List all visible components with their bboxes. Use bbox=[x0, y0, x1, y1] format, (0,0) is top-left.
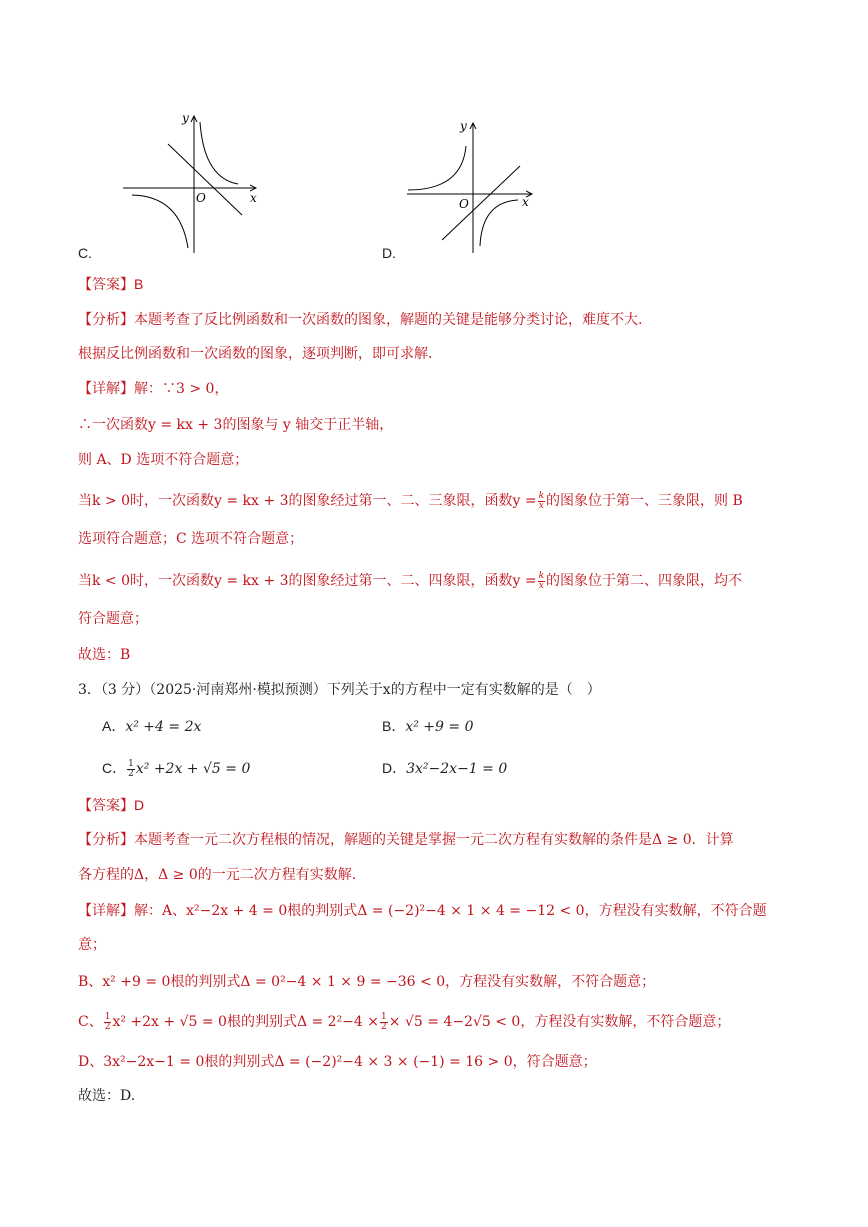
fraction-k-over-x: $\frac{k}{x}$ bbox=[538, 570, 545, 591]
detail-text: 解：A、x²−2x + 4 = 0根的判别式Δ = (−2)²−4 × 1 × 4 = −12 < 0，方程没有实数解，不符合题 bbox=[134, 903, 767, 919]
detail-tag: 【详解】 bbox=[78, 903, 134, 919]
linear-line bbox=[442, 166, 520, 240]
q3-option-d bbox=[382, 758, 507, 779]
answer-tag: 【答案】 bbox=[78, 798, 134, 814]
option-label: A． bbox=[102, 718, 126, 734]
detail-c-post: × √5 = 4−2√5 < 0，方程没有实数解，不符合题意； bbox=[388, 1014, 731, 1030]
axis-x-label: x bbox=[522, 195, 529, 209]
answer-value: B bbox=[134, 276, 144, 292]
axis-x-label: x bbox=[250, 191, 257, 205]
q3-detail-b: B、x² +9 = 0根的判别式Δ = 0²−4 × 1 × 9 = −36 < 0，方程没有实数解，不符合题意； bbox=[78, 974, 656, 990]
q3-stem bbox=[78, 680, 601, 700]
detail-3b: 的图象位于第一、三象限，则 B bbox=[546, 493, 743, 509]
q3-number: 3． bbox=[78, 682, 101, 698]
detail-5b: 的图象位于第二、四象限，均不 bbox=[546, 573, 743, 589]
graph-d bbox=[402, 118, 542, 258]
graph-c-label: C. bbox=[78, 245, 92, 261]
detail-text: 解：∵3 > 0， bbox=[134, 381, 229, 397]
q3-detail-d: D、3x²−2x−1 = 0根的判别式Δ = (−2)²−4 × 3 × (−1) = 16 > 0，符合题意； bbox=[78, 1054, 597, 1070]
hyperbola-branch-1 bbox=[408, 146, 466, 190]
fraction-one-half: $\frac{1}{2}$ bbox=[128, 758, 134, 779]
option-text: x² +2x + √5 = 0 bbox=[135, 761, 251, 777]
q3-score: （3 分） bbox=[100, 682, 150, 698]
q2-choose: 故选：B bbox=[78, 647, 131, 663]
detail-3a: 当k > 0时，一次函数y = kx + 3的图象经过第一、二、三象限，函数y = bbox=[78, 493, 537, 509]
q2-detail-2: 则 A、D 选项不符合题意； bbox=[78, 452, 249, 468]
hyperbola-branch-2 bbox=[132, 195, 188, 248]
analysis-tag: 【分析】 bbox=[78, 312, 134, 328]
option-text: 3x²−2x−1 = 0 bbox=[406, 761, 508, 777]
q3-text: 下列关于x的方程中一定有实数解的是（ ） bbox=[326, 682, 601, 698]
detail-c-pre: C、 bbox=[78, 1014, 103, 1030]
detail-5a: 当k < 0时，一次函数y = kx + 3的图象经过第一、二、四象限，函数y = bbox=[78, 573, 537, 589]
fraction-one-half: $\frac{1}{2}$ bbox=[381, 1011, 387, 1032]
origin-label: O bbox=[196, 191, 206, 205]
q2-detail-3 bbox=[78, 491, 743, 511]
axis-y-label: y bbox=[182, 111, 189, 125]
hyperbola-branch-1 bbox=[200, 122, 238, 184]
q3-detail-a bbox=[78, 901, 767, 921]
fraction-k-over-x: $\frac{k}{x}$ bbox=[538, 490, 545, 511]
q3-analysis bbox=[78, 830, 734, 850]
option-label: C． bbox=[102, 760, 127, 776]
option-label: B． bbox=[382, 718, 406, 734]
analysis-tag: 【分析】 bbox=[78, 832, 134, 848]
detail-c-mid: x² +2x + √5 = 0根的判别式Δ = 2²−4 × bbox=[112, 1014, 380, 1030]
analysis-text: 本题考查了反比例函数和一次函数的图象，解题的关键是能够分类讨论，难度不大. bbox=[134, 312, 643, 328]
q2-detail-5 bbox=[78, 571, 742, 591]
answer-value: D bbox=[134, 797, 145, 813]
q3-option-a bbox=[102, 716, 201, 737]
option-label: D． bbox=[382, 760, 407, 776]
q3-choose: 故选：D. bbox=[78, 1088, 136, 1104]
q2-detail-1: ∴一次函数y = kx + 3的图象与 y 轴交于正半轴， bbox=[78, 417, 394, 433]
q3-option-b bbox=[382, 716, 473, 737]
axis-y-label: y bbox=[460, 119, 467, 133]
q2-detail-4: 选项符合题意；C 选项不符合题意； bbox=[78, 531, 304, 547]
q3-option-c bbox=[102, 758, 250, 779]
q3-source: （2025·河南郑州·模拟预测） bbox=[149, 682, 327, 698]
origin-label: O bbox=[459, 197, 469, 211]
analysis-text: 本题考查一元二次方程根的情况，解题的关键是掌握一元二次方程有实数解的条件是Δ ≥ 0．计算 bbox=[134, 832, 734, 848]
detail-tag: 【详解】 bbox=[78, 381, 134, 397]
q2-detail-6: 符合题意； bbox=[78, 611, 148, 627]
answer-tag: 【答案】 bbox=[78, 277, 134, 293]
q3-detail-a2: 意； bbox=[78, 937, 106, 953]
q2-answer bbox=[78, 274, 143, 295]
fraction-one-half: $\frac{1}{2}$ bbox=[104, 1011, 111, 1032]
graph-c bbox=[118, 108, 268, 258]
graph-d-label: D. bbox=[382, 245, 396, 261]
q2-detail-intro bbox=[78, 379, 228, 399]
q2-analysis bbox=[78, 310, 642, 330]
option-text: x² +4 = 2x bbox=[125, 719, 202, 735]
option-text: x² +9 = 0 bbox=[405, 719, 474, 735]
q3-analysis-2: 各方程的Δ，Δ ≥ 0的一元二次方程有实数解. bbox=[78, 867, 357, 883]
q3-detail-c bbox=[78, 1012, 730, 1032]
hyperbola-branch-2 bbox=[480, 200, 518, 246]
q2-analysis-2: 根据反比例函数和一次函数的图象，逐项判断，即可求解. bbox=[78, 346, 433, 362]
q3-answer bbox=[78, 795, 144, 816]
